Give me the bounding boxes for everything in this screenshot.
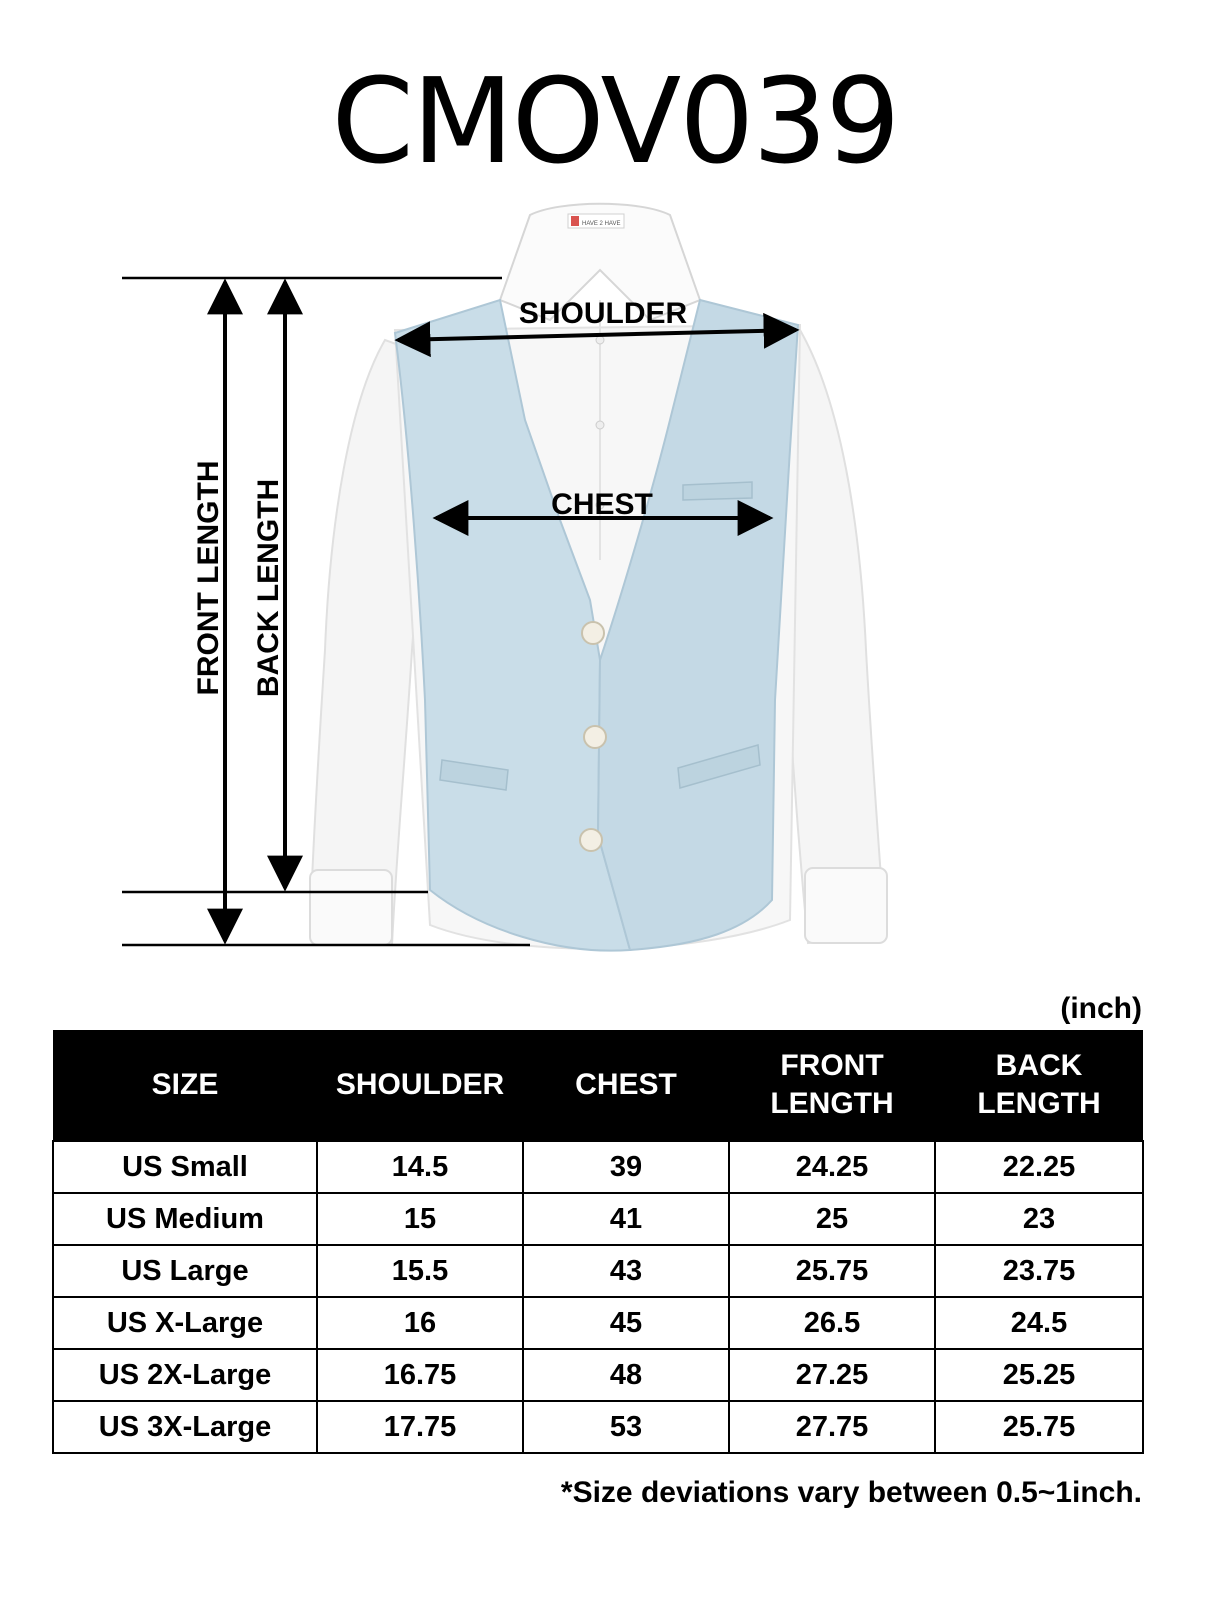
cell-shoulder: 17.75 [317,1401,523,1453]
table-row [53,1349,1143,1401]
table-header-row [53,1030,1143,1141]
vest-chest-pocket [683,482,752,500]
collar-tag-text: HAVE 2 HAVE [582,221,621,227]
header-front-length: FRONT LENGTH [729,1030,935,1141]
table-row [53,1401,1143,1453]
cell-back-length: 24.5 [935,1297,1143,1349]
cell-shoulder: 15 [317,1193,523,1245]
cell-shoulder: 16.75 [317,1349,523,1401]
cell-shoulder: 14.5 [317,1141,523,1193]
cell-front-length: 25 [729,1193,935,1245]
cell-back-length: 23 [935,1193,1143,1245]
table-row [53,1297,1143,1349]
cell-front-length: 25.75 [729,1245,935,1297]
table-row [53,1193,1143,1245]
cell-size: US X-Large [53,1297,317,1349]
cell-size: US Medium [53,1193,317,1245]
cell-front-length: 27.75 [729,1401,935,1453]
cell-chest: 53 [523,1401,729,1453]
cell-size: US 2X-Large [53,1349,317,1401]
size-chart-table [52,1030,1144,1454]
page-title: CMOV039 [331,52,899,190]
cell-chest: 48 [523,1349,729,1401]
back-length-label: BACK LENGTH [252,478,285,698]
shoulder-label: SHOULDER [518,297,688,330]
vest-button-2 [584,726,606,748]
cell-back-length: 23.75 [935,1245,1143,1297]
vest-button-1 [582,622,604,644]
header-back-length: BACK LENGTH [935,1030,1143,1141]
header-shoulder: SHOULDER [317,1030,523,1141]
cell-chest: 45 [523,1297,729,1349]
cell-chest: 39 [523,1141,729,1193]
chest-label: CHEST [551,488,653,521]
cell-chest: 43 [523,1245,729,1297]
cell-front-length: 27.25 [729,1349,935,1401]
cell-front-length: 26.5 [729,1297,935,1349]
header-size: SIZE [53,1030,317,1141]
cell-chest: 41 [523,1193,729,1245]
cell-front-length: 24.25 [729,1141,935,1193]
cell-size: US Large [53,1245,317,1297]
front-length-label: FRONT LENGTH [192,460,225,696]
collar-tag-logo [571,216,579,226]
table-row [53,1245,1143,1297]
shirt-left-cuff [310,870,392,945]
unit-label: (inch) [1060,992,1142,1025]
header-chest: CHEST [523,1030,729,1141]
cell-shoulder: 15.5 [317,1245,523,1297]
cell-size: US 3X-Large [53,1401,317,1453]
cell-size: US Small [53,1141,317,1193]
cell-shoulder: 16 [317,1297,523,1349]
cell-back-length: 25.75 [935,1401,1143,1453]
vest-button-3 [580,829,602,851]
table-row [53,1141,1143,1193]
cell-back-length: 25.25 [935,1349,1143,1401]
vest-measurement-diagram [0,190,1230,980]
size-deviation-note: *Size deviations vary between 0.5~1inch. [560,1476,1142,1509]
shirt-right-cuff [805,868,887,943]
cell-back-length: 22.25 [935,1141,1143,1193]
